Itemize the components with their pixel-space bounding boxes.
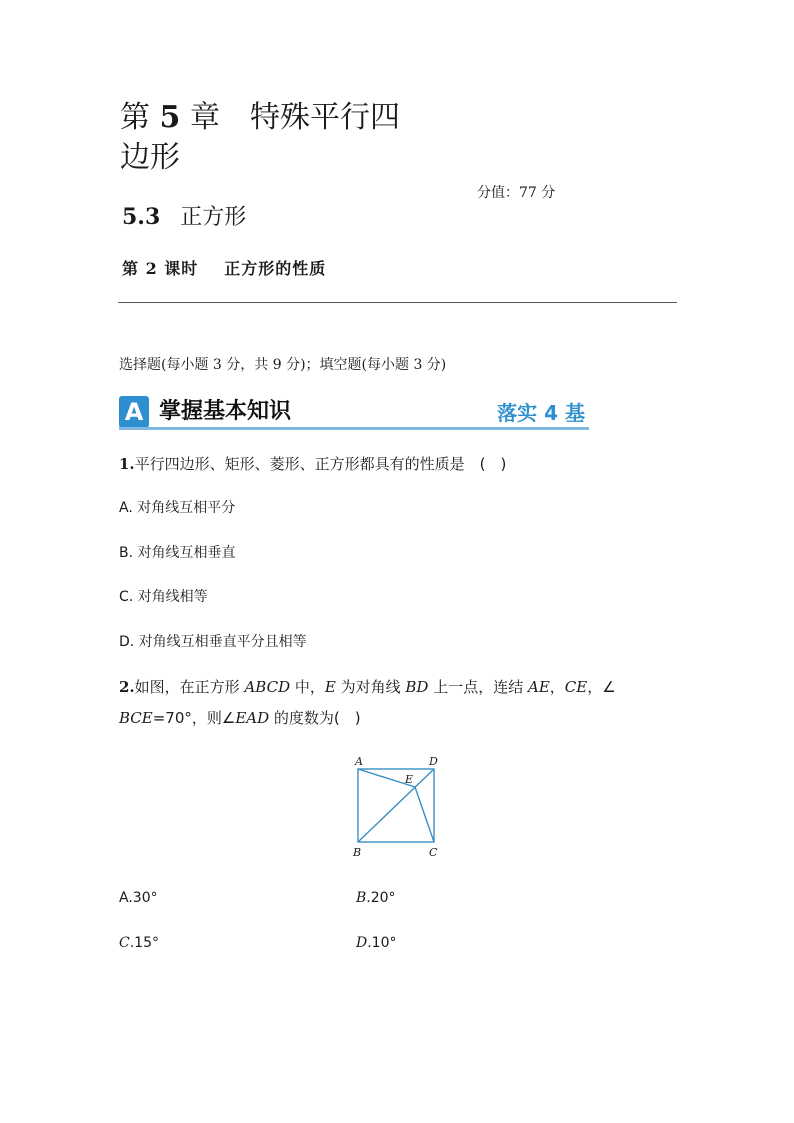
q2-option-b-value: .20°: [366, 890, 396, 906]
q2-text-part: 上一点，连结: [428, 678, 528, 696]
lesson-title: [122, 256, 326, 279]
q2-var-ae: AE: [527, 678, 550, 696]
segment-ce: [415, 787, 434, 842]
q2-option-d-letter: D: [356, 935, 368, 951]
score-label: 分值：77 分: [477, 185, 556, 201]
q1-option-b[interactable]: B. 对角线互相垂直: [119, 545, 236, 561]
section-title: [122, 200, 246, 231]
q2-var-bce: BCE: [119, 709, 153, 727]
q1-option-d[interactable]: D. 对角线互相垂直平分且相等: [119, 634, 307, 650]
chapter-number: 5: [159, 100, 181, 135]
q2-option-a[interactable]: [119, 890, 158, 906]
lesson-label: 第 2 课时: [122, 259, 199, 278]
q2-text-part: ，∠: [587, 678, 616, 696]
instructions: 选择题(每小题 3 分，共 9 分)；填空题(每小题 3 分): [119, 357, 447, 373]
banner-title: 掌握基本知识: [159, 399, 292, 424]
q2-var-ead: EAD: [235, 709, 270, 727]
chapter-prefix: 第: [120, 100, 150, 135]
q1-option-a[interactable]: A. 对角线互相平分: [119, 500, 236, 516]
q2-option-d[interactable]: [356, 935, 397, 951]
banner-right-label: 落实 4 基: [497, 401, 585, 425]
label-a: A: [355, 755, 363, 768]
question-2-line2: [119, 707, 361, 728]
section-name: 正方形: [180, 205, 247, 230]
banner-underline: [119, 427, 589, 430]
label-b: B: [353, 846, 362, 859]
question-1-number: 1.: [119, 455, 135, 473]
section-number: 5.3: [122, 204, 161, 230]
question-2-line1: [119, 676, 616, 697]
q2-text-part: ，: [549, 678, 565, 696]
q2-text-part: 为对角线: [335, 678, 406, 696]
lesson-name: 正方形的性质: [224, 259, 327, 278]
chapter-suffix: 章: [189, 100, 220, 135]
q2-option-c-value: .15°: [129, 935, 159, 951]
chapter-title-line1: 特殊平行四: [249, 100, 400, 135]
q2-text-part: 如图，在正方形: [134, 678, 245, 696]
q2-option-c-letter: C: [119, 935, 130, 951]
section-banner: [119, 394, 589, 430]
question-2-number: 2.: [119, 678, 135, 696]
q2-option-d-value: .10°: [367, 935, 397, 951]
label-d: D: [429, 755, 438, 768]
q2-var-abcd: ABCD: [244, 678, 291, 696]
label-e: E: [405, 773, 414, 786]
q2-var-e: E: [324, 678, 336, 696]
question-1: [119, 453, 506, 474]
q2-option-b[interactable]: [356, 890, 396, 906]
chapter-title: [120, 98, 420, 178]
chapter-title-line2: 边形: [120, 140, 180, 175]
q2-text-part: 的度数为( ): [269, 709, 361, 727]
label-c: C: [429, 846, 438, 859]
header-divider: [118, 302, 677, 303]
banner-badge: A: [119, 396, 149, 428]
q2-option-a-letter: A: [119, 890, 129, 906]
q1-option-c[interactable]: C. 对角线相等: [119, 589, 208, 605]
question-1-text: 平行四边形、矩形、菱形、正方形都具有的性质是 ( ): [134, 455, 507, 473]
square-figure: [348, 750, 448, 862]
q2-option-c[interactable]: [119, 935, 159, 951]
diagonal-bd: [358, 769, 434, 842]
q2-text-part: =70°，则∠: [152, 709, 236, 727]
q2-var-bd: BD: [405, 678, 429, 696]
q2-text-part: 中，: [290, 678, 325, 696]
q2-option-a-value: .30°: [128, 890, 158, 906]
q2-option-b-letter: B: [356, 890, 367, 906]
q2-var-ce: CE: [564, 678, 588, 696]
